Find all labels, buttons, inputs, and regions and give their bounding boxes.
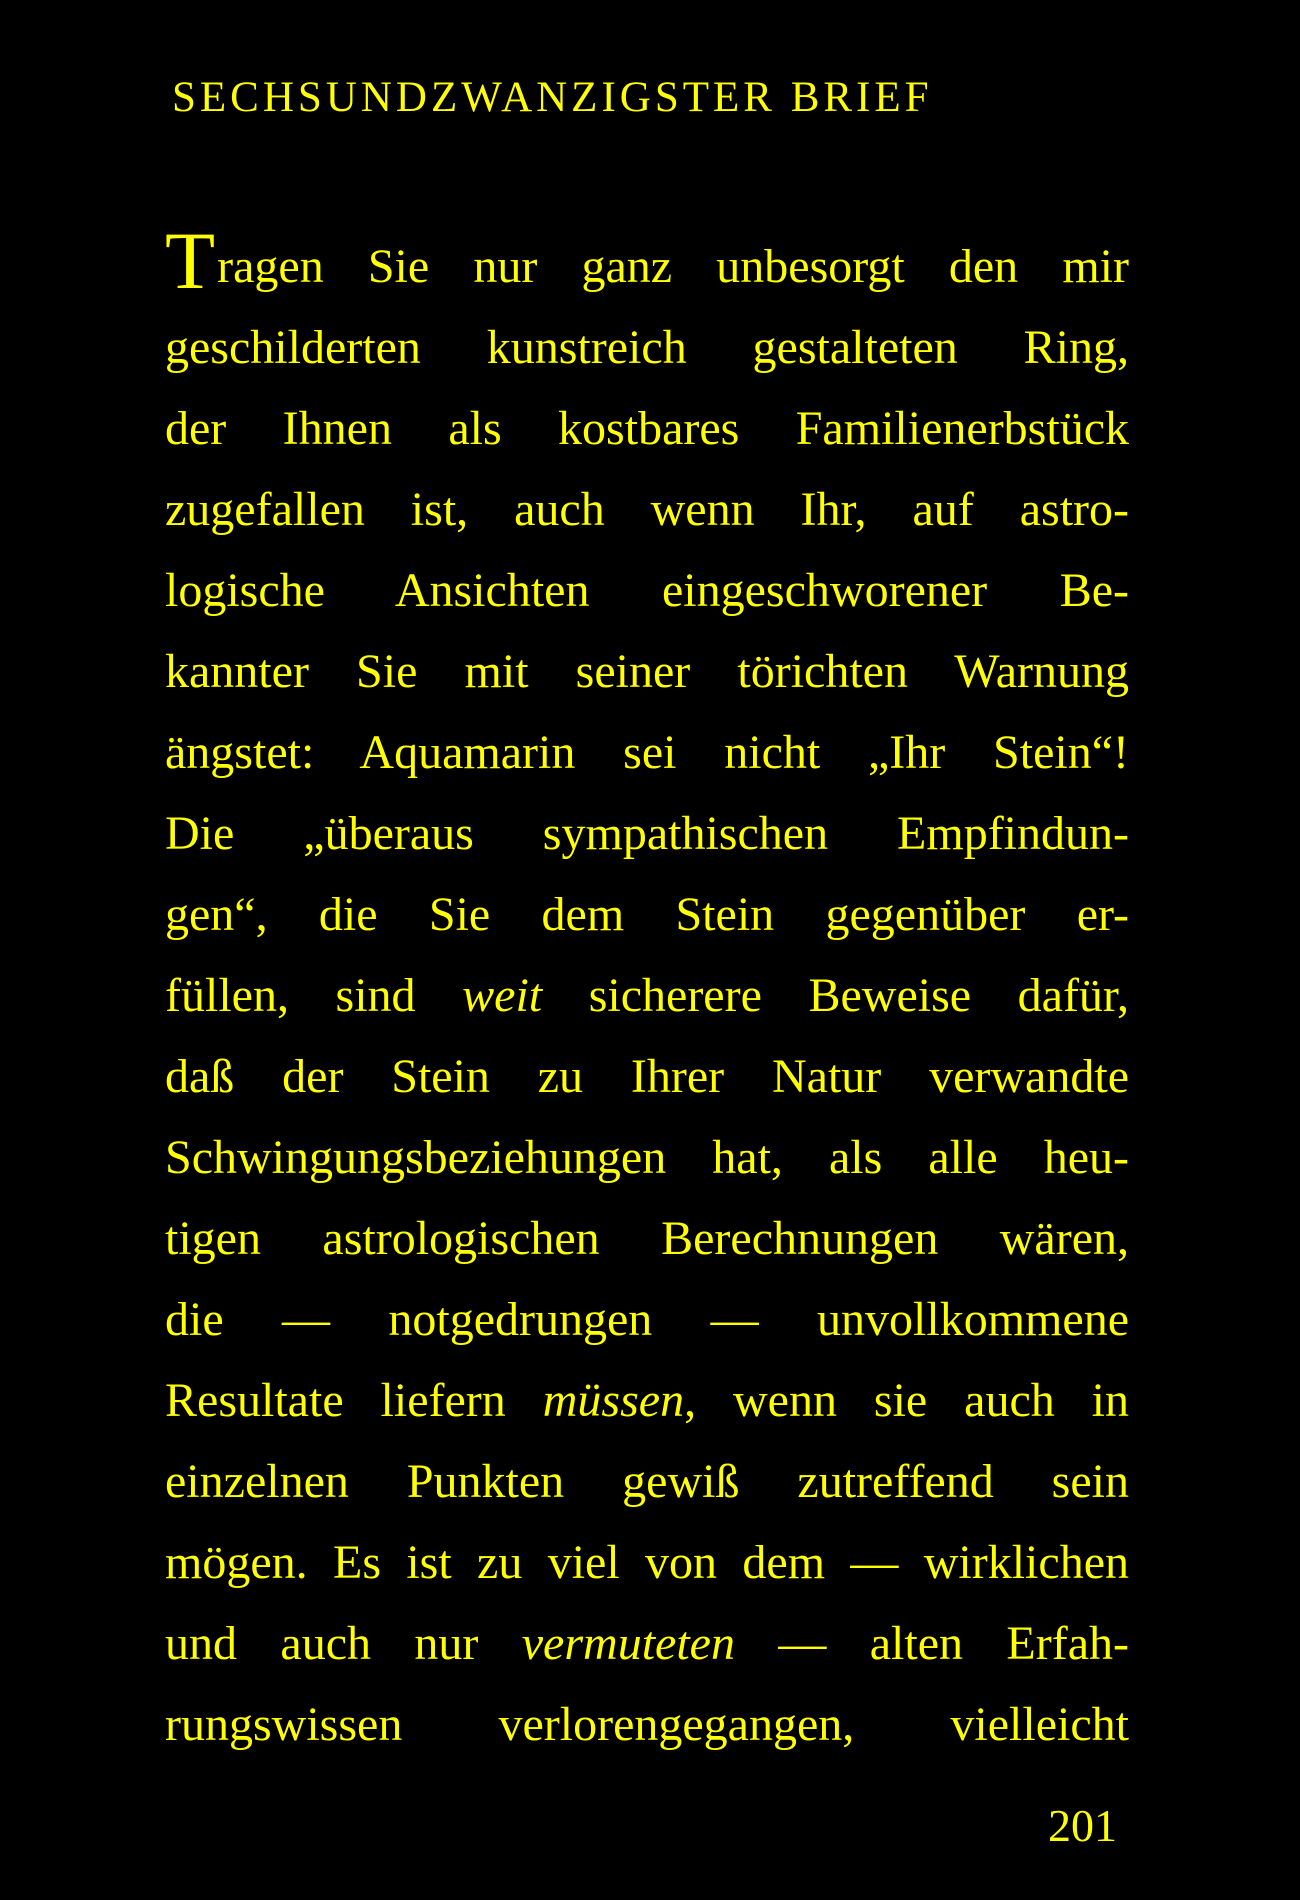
text-line: [165, 550, 1129, 631]
text-run: tigen astrologischen Berechnungen wären,: [165, 1212, 1129, 1265]
text-line: [165, 1117, 1129, 1198]
text-run: kannter Sie mit seiner törichten Warnung: [165, 645, 1129, 698]
text-run: zugefallen ist, auch wenn Ihr, auf astro-: [165, 483, 1129, 536]
text-line: [165, 712, 1129, 793]
text-run: Die „überaus sympathischen Empfindun-: [165, 807, 1129, 860]
text-line: [165, 1684, 1129, 1765]
text-run: geschilderten kunstreich gestalteten Ring,: [165, 321, 1129, 374]
text-run: die — notgedrungen — unvollkommene: [165, 1293, 1129, 1346]
text-line: [165, 874, 1129, 955]
drop-cap: T: [165, 215, 216, 306]
text-line: [165, 307, 1129, 388]
text-line: [165, 1441, 1129, 1522]
text-line: [165, 388, 1129, 469]
text-run: Resultate liefern: [165, 1374, 543, 1427]
text-run: ragen Sie nur ganz unbesorgt den mir: [217, 240, 1129, 293]
text-line: [165, 955, 1129, 1036]
text-run: und auch nur: [165, 1617, 522, 1670]
text-run: füllen, sind: [165, 969, 463, 1022]
text-line: [165, 1036, 1129, 1117]
text-run: , wenn sie auch in: [684, 1374, 1130, 1427]
chapter-heading: SECHSUNDZWANZIGSTER BRIEF: [172, 74, 933, 121]
text-run: — alten Erfah-: [734, 1617, 1130, 1670]
text-line: [165, 1279, 1129, 1360]
text-line: [165, 1522, 1129, 1603]
italic-emphasis: vermuteten: [521, 1617, 735, 1670]
text-line: [165, 1360, 1129, 1441]
text-run: Schwingungsbeziehungen hat, als alle heu-: [165, 1131, 1129, 1184]
text-line: [165, 1198, 1129, 1279]
text-run: ängstet: Aquamarin sei nicht „Ihr Stein“!: [165, 726, 1129, 779]
text-run: gen“, die Sie dem Stein gegenüber er-: [165, 888, 1129, 941]
text-run: der Ihnen als kostbares Familienerbstück: [165, 402, 1129, 455]
letter-body: [165, 215, 1130, 1765]
text-run: einzelnen Punkten gewiß zutreffend sein: [165, 1455, 1129, 1508]
text-line: [165, 631, 1129, 712]
text-line: [165, 215, 1129, 307]
text-run: sicherere Beweise dafür,: [542, 969, 1129, 1022]
text-line: [165, 469, 1129, 550]
italic-emphasis: müssen: [542, 1374, 685, 1427]
text-run: mögen. Es ist zu viel von dem — wirklichen: [165, 1536, 1129, 1589]
italic-emphasis: weit: [462, 969, 543, 1022]
text-line: [165, 793, 1129, 874]
text-run: daß der Stein zu Ihrer Natur verwandte: [165, 1050, 1129, 1103]
text-run: logische Ansichten eingeschworener Be-: [165, 564, 1129, 617]
page-number: 201: [1048, 1800, 1117, 1851]
text-run: rungswissen verlorengegangen, vielleicht: [165, 1698, 1129, 1751]
text-line: [165, 1603, 1129, 1684]
